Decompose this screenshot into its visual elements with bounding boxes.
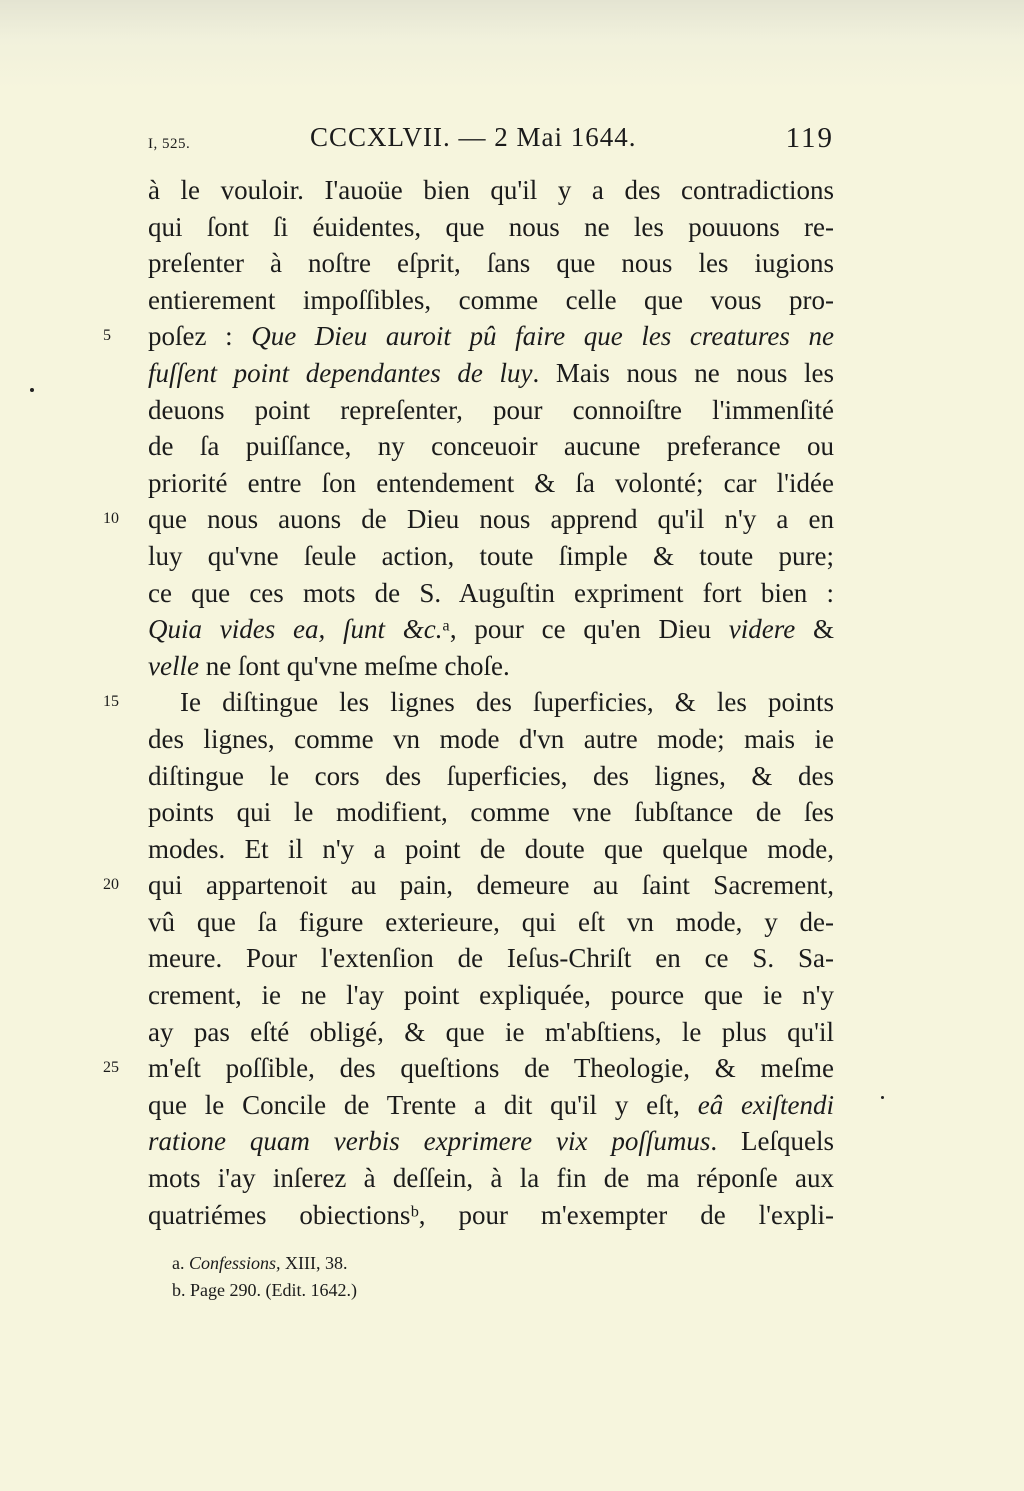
running-head [148,122,834,162]
text-line [148,575,834,612]
italic-text: velle [148,650,199,681]
line-text [148,940,834,977]
line-text [148,721,834,758]
text-line [148,758,834,795]
text-line [148,904,834,941]
line-text [148,465,834,502]
footnote-label: b. [172,1280,190,1300]
line-text [148,428,834,465]
line-number: 15 [103,693,119,711]
roman-text: . Leſquels [710,1126,834,1157]
roman-text: diſtingue le cors des ſuperficies, des lignes, & des [148,760,834,791]
text-line [148,465,834,502]
italic-text: fuſſent point dependantes de luy [148,357,533,388]
roman-text: ne ſont qu'vne meſme choſe. [198,650,510,681]
roman-text: à le vouloir. I'auoüe bien qu'il y a des contradictions [148,175,834,205]
roman-text: ᵇ, pour m'exempter de l'expli- [410,1199,834,1230]
roman-text: qui ſont ſi éuidentes, que nous ne les pouuons re- [148,211,834,242]
text-line [148,1087,834,1124]
text-line [148,209,834,246]
roman-text: preſenter à noſtre eſprit, ſans que nous les iugions [148,248,834,279]
line-text [148,977,834,1014]
italic-text: Que Dieu auroit pû faire que les creatures ne [251,321,834,352]
roman-text: m'eſt poſſible, des queſtions de Theologie, & meſme [148,1053,834,1084]
roman-text: entierement impoſſibles, comme celle que vous pro- [148,284,834,315]
footnotes [172,1250,772,1304]
text-line [103,1050,834,1087]
text-line [148,977,834,1014]
footnote-label: a. [172,1253,189,1273]
line-text [148,758,834,795]
italic-text: videre [728,614,796,645]
footnote-title: Confessions, [189,1253,281,1273]
line-text [148,538,834,575]
roman-text: points qui le modifient, comme vne ſubſtance de ſes [148,797,834,828]
line-number: 10 [103,510,119,528]
text-line [148,282,834,319]
text-line [148,1123,834,1160]
text-line [103,318,834,355]
line-text [148,392,834,429]
line-text [148,904,834,941]
text-line [148,245,834,282]
italic-text: eâ exiſtendi [697,1089,834,1120]
line-text [148,172,834,209]
volume-reference: I, 525. [148,136,191,152]
line-text [148,501,834,538]
line-text [148,1197,834,1234]
text-line [103,867,834,904]
line-text [148,648,834,685]
text-line [103,501,834,538]
line-number: 20 [103,876,119,894]
roman-text: de ſa puiſſance, ny conceuoir aucune preferance ou [148,431,834,462]
text-line [148,1160,834,1197]
line-number: 25 [103,1059,119,1077]
text-line [148,538,834,575]
text-line [148,355,834,392]
roman-text: ay pas eſté obligé, & que ie m'abſtiens, le plus qu'il [148,1016,834,1047]
line-text [148,282,834,319]
roman-text: poſez : [148,321,252,352]
roman-text: ce que ces mots de S. Auguſtin expriment fort bien : [148,577,834,608]
line-text [148,794,834,831]
italic-text: Quia vides ea, ſunt &c. [148,614,443,645]
text-line [148,611,834,648]
roman-text: quatriémes obiections [148,1199,411,1230]
text-line [148,172,834,209]
print-speck [881,1096,884,1099]
roman-text: que nous auons de Dieu nous apprend qu'il n'y a en [148,504,834,535]
text-line [148,648,834,685]
line-text [148,1050,834,1087]
line-text [148,1123,834,1160]
text-line [148,1014,834,1051]
roman-text: luy qu'vne ſeule action, toute ſimple & toute pure; [148,540,834,571]
print-speck [30,388,34,392]
line-text [148,831,834,868]
line-text [148,245,834,282]
text-line [103,684,834,721]
line-text [148,1087,834,1124]
roman-text: priorité entre ſon entendement & ſa volonté; car l'idée [148,467,834,498]
text-line [148,794,834,831]
roman-text: & [795,614,834,645]
footnote [172,1250,772,1277]
text-line [148,392,834,429]
roman-text: qui appartenoit au pain, demeure au ſaint Sacrement, [148,870,834,901]
line-text [148,611,834,648]
roman-text: vû que ſa figure exterieure, qui eſt vn mode, y de- [148,906,834,937]
body-text [103,172,834,1233]
roman-text: modes. Et il n'y a point de doute que quelque mode, [148,833,834,864]
line-text [148,209,834,246]
line-number: 5 [103,327,111,345]
line-text [148,684,834,721]
footnote [172,1277,772,1304]
letter-heading: CCCXLVII. — 2 Mai 1644. [310,122,637,152]
roman-text: ᵃ, pour ce qu'en Dieu [442,614,729,645]
footnote-text: Page 290. (Edit. 1642.) [190,1280,357,1300]
text-line [148,831,834,868]
roman-text: meure. Pour l'extenſion de Ieſus-Chriſt en ce S. Sa- [148,943,834,974]
line-text [148,355,834,392]
line-text [148,1160,834,1197]
roman-text: Ie diſtingue les lignes des ſuperficies, & les points [180,687,834,718]
text-line [148,940,834,977]
roman-text: mots i'ay inſerez à deſſein, à la fin de ma réponſe aux [148,1163,834,1194]
line-text [148,318,834,355]
roman-text: que le Concile de Trente a dit qu'il y eſt, [148,1089,698,1120]
roman-text: des lignes, comme vn mode d'vn autre mode; mais ie [148,723,834,754]
footnote-text: XIII, 38. [280,1253,348,1273]
line-text [148,1014,834,1051]
line-text [148,575,834,612]
roman-text: deuons point repreſenter, pour connoiſtre l'immenſité [148,394,834,425]
roman-text: crement, ie ne l'ay point expliquée, pource que ie n'y [148,980,834,1011]
line-text [148,867,834,904]
italic-text: ratione quam verbis exprimere vix poſſumus [148,1126,711,1157]
text-line [148,1197,834,1234]
page-number: 119 [785,122,834,154]
text-line [148,721,834,758]
roman-text: . Mais nous ne nous les [532,357,834,388]
text-line [148,428,834,465]
